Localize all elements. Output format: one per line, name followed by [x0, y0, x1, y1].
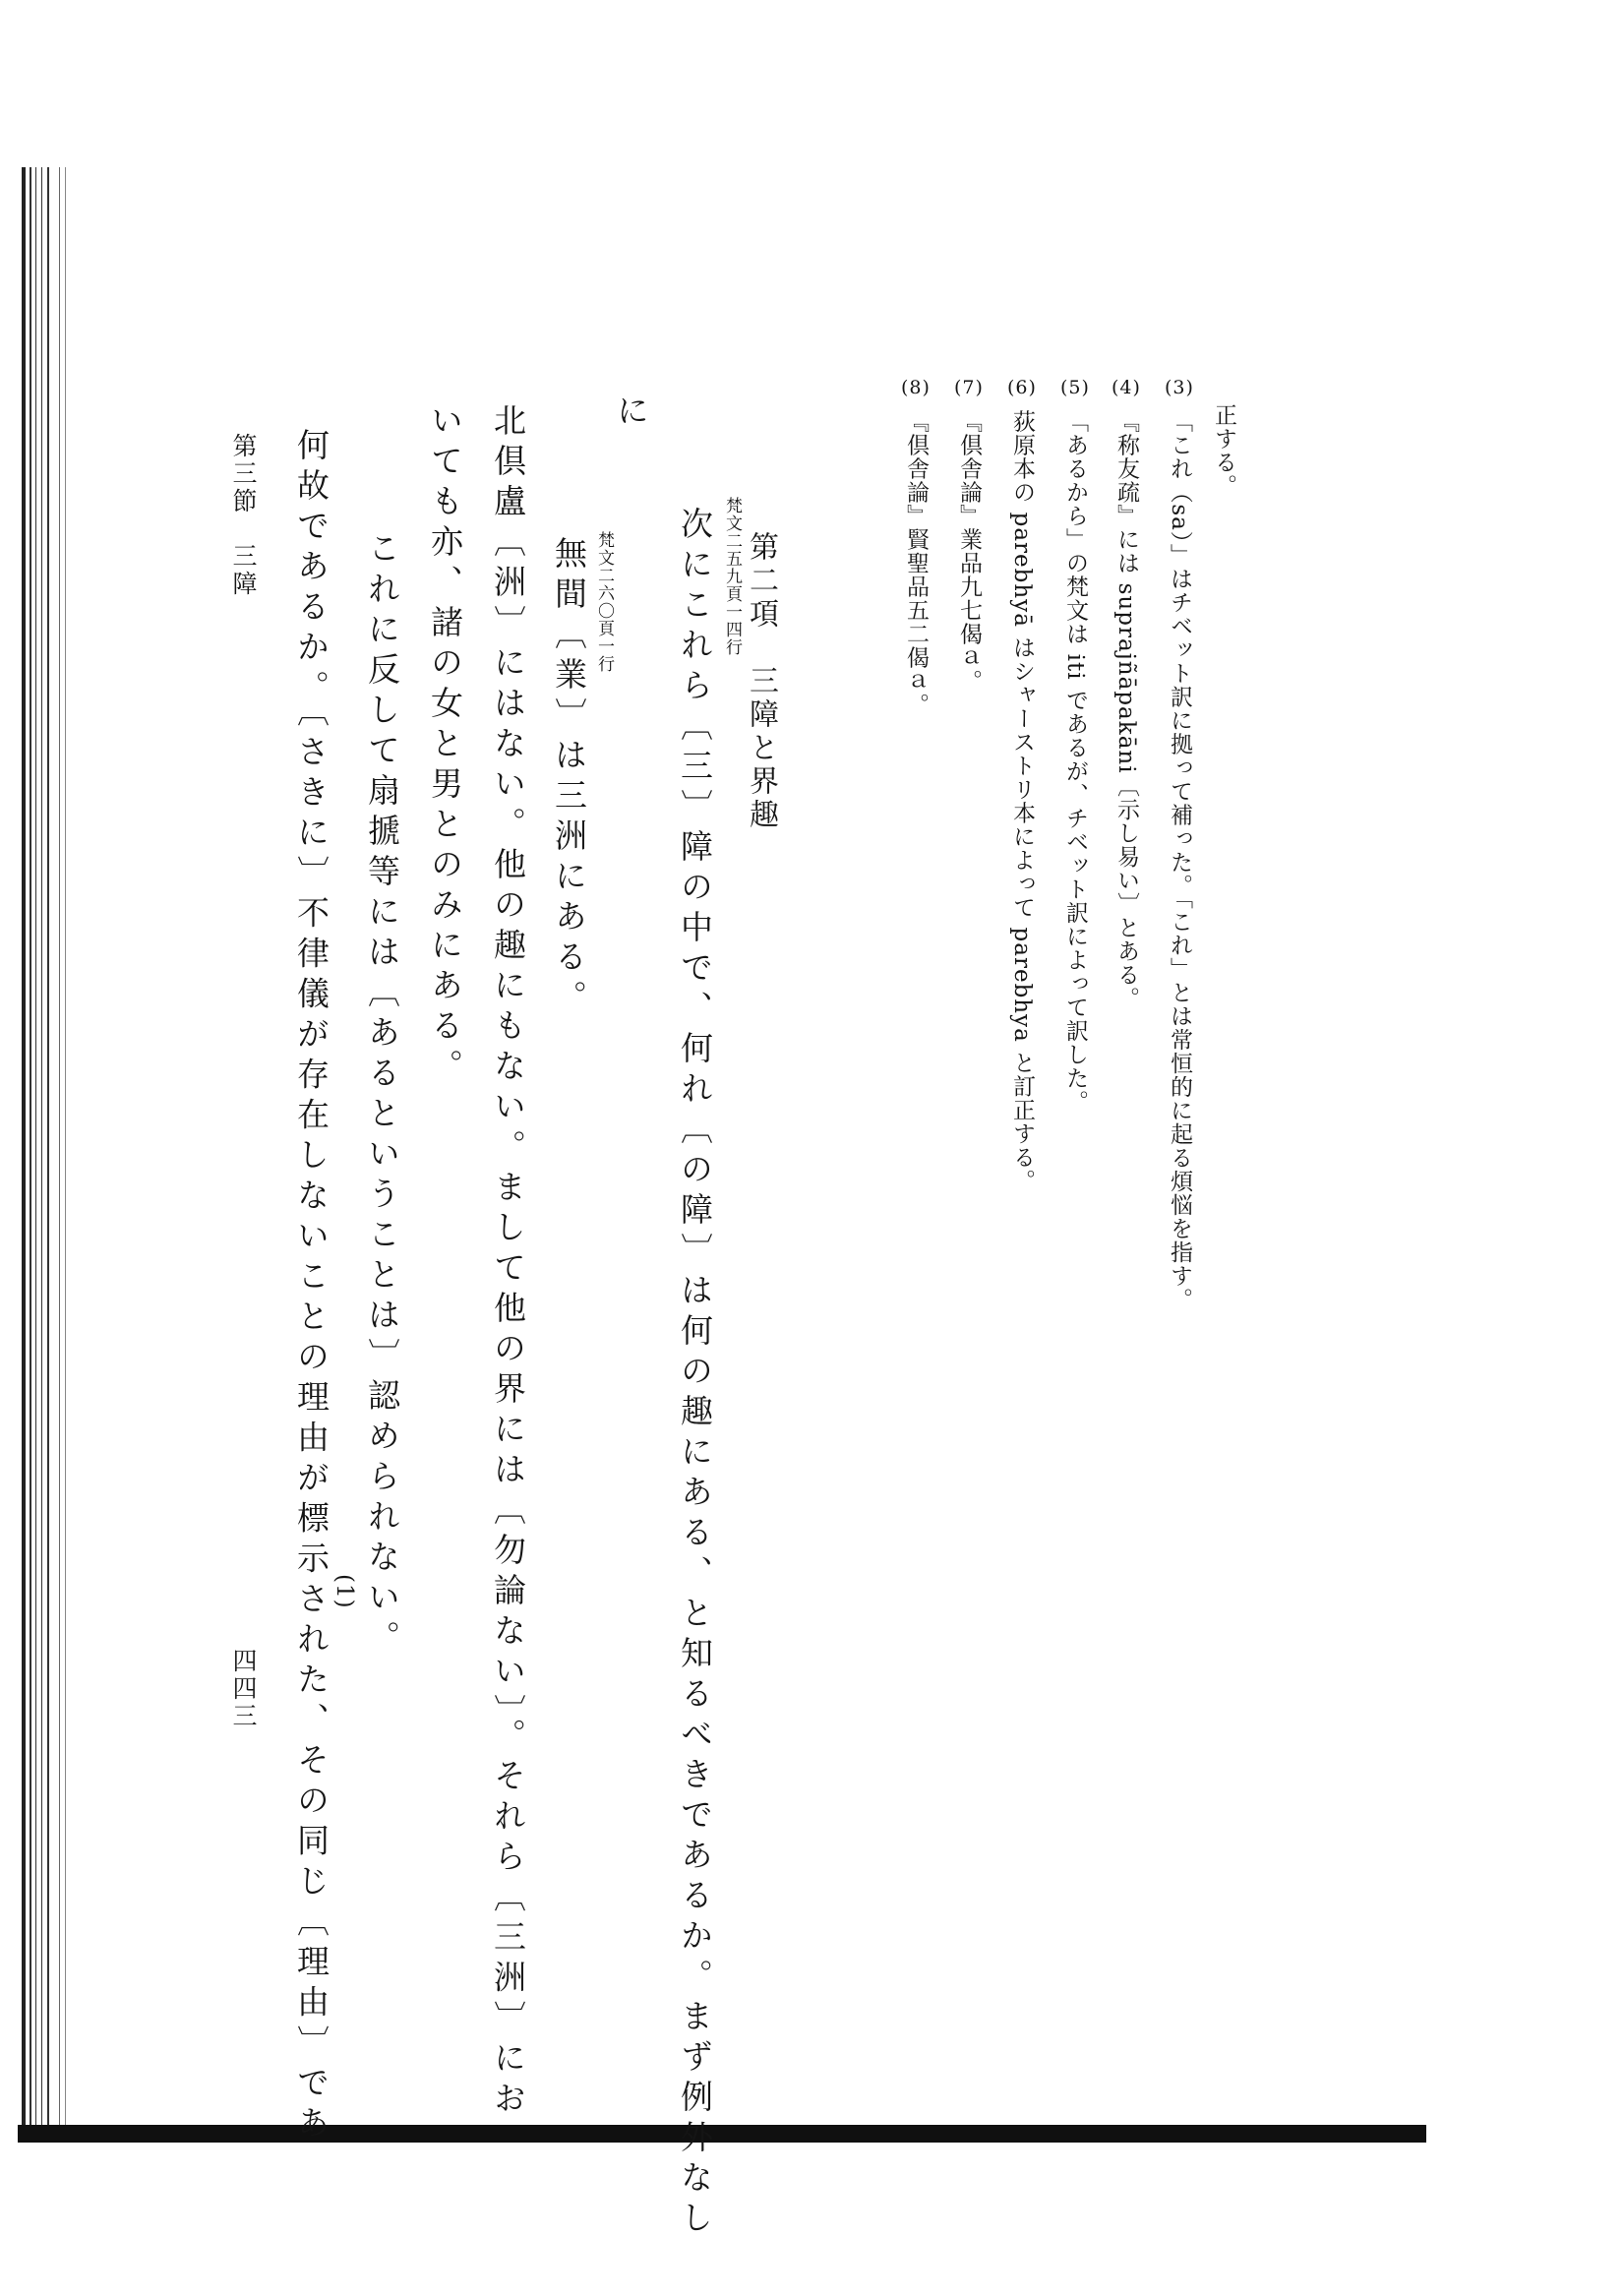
note-text: 『倶舎論』業品九七偈ａ。	[955, 409, 982, 694]
note-continuation	[1212, 403, 1234, 498]
footnote-number: (8)	[901, 377, 931, 398]
footnote-6	[1007, 379, 1037, 1192]
section-heading	[744, 531, 778, 832]
spine-line	[65, 167, 66, 2125]
spine-line	[47, 167, 49, 2125]
line-text: 北倶盧〔洲〕にはない。他の趣にもない。まして他の界には〔勿論ない〕。それら〔三洲〕にお	[489, 403, 527, 2122]
note-text: 「これ（sa）」はチベット訳に拠って補った。「これ」とは常恒的に起る煩悩を指す。	[1166, 409, 1192, 1311]
line-text: 無間〔業〕は三洲にある。	[550, 536, 588, 1020]
main-line	[426, 403, 464, 1089]
note-text: 正する。	[1211, 403, 1236, 498]
spine-line	[41, 167, 42, 2125]
footnote-number: (3)	[1165, 377, 1194, 398]
main-line	[676, 507, 714, 2241]
spine-line	[59, 167, 60, 2125]
footnote-8	[901, 379, 931, 716]
footnote-marker	[332, 1574, 355, 1609]
running-footer	[231, 433, 256, 598]
line-text: いても亦、諸の女と男とのみにある。	[426, 403, 464, 1089]
reference-text: 梵文二六〇頁一行	[594, 531, 614, 673]
footnote-4	[1112, 379, 1141, 1010]
spine-line	[30, 167, 31, 2125]
note-text: 『倶舎論』賢聖品五二偈ａ。	[902, 409, 929, 717]
note-text: 「あるから」の梵文は iti であるが、チベット訳によって訳した。	[1061, 409, 1088, 1114]
chapter-label: 第三節 三障	[229, 433, 258, 598]
footnote-7	[954, 379, 984, 693]
spine-line	[22, 167, 26, 2125]
main-line	[550, 536, 588, 1020]
note-text: 『称友疏』には suprajñāpakāni〔示し易い〕とある。	[1113, 409, 1139, 1010]
page-number	[231, 1648, 256, 1730]
footnote-3	[1165, 379, 1194, 1311]
note-text: 荻原本の parebhyā はシャーストリ本によって parebhya と訂正する。	[1008, 409, 1035, 1193]
sanskrit-reference	[723, 497, 740, 656]
main-line	[292, 428, 331, 2146]
page-number-text: 四四三	[229, 1648, 258, 1730]
main-line	[489, 403, 527, 2122]
footnote-number: (7)	[954, 377, 984, 398]
footnote-5	[1060, 379, 1090, 1114]
heading-text: 第二項 三障と界趣	[744, 531, 778, 832]
line-text: これに反して扇搋等には〔あるということは〕認められない。	[363, 531, 401, 1661]
footnote-number: (5)	[1060, 377, 1090, 398]
footnote-ref: (1)	[331, 1574, 357, 1609]
bottom-rule	[18, 2125, 1426, 2143]
text-fragment: に	[612, 393, 650, 434]
sanskrit-reference	[595, 531, 612, 673]
main-line	[363, 531, 401, 1661]
footnote-number: (6)	[1007, 377, 1037, 398]
reference-text: 梵文二五九頁一四行	[722, 497, 742, 656]
line-text: 次にこれら〔三〕障の中で、何れ〔の障〕は何の趣にある、と知るべきであるか。まず例外なし	[676, 507, 714, 2241]
footnote-number: (4)	[1112, 377, 1141, 398]
line-text: 何故であるか。〔さきに〕不律儀が存在しないことの理由が標示された、その同じ〔理由〕であ	[292, 428, 331, 2146]
spine-line	[35, 167, 36, 2125]
text-continuation	[612, 393, 650, 434]
